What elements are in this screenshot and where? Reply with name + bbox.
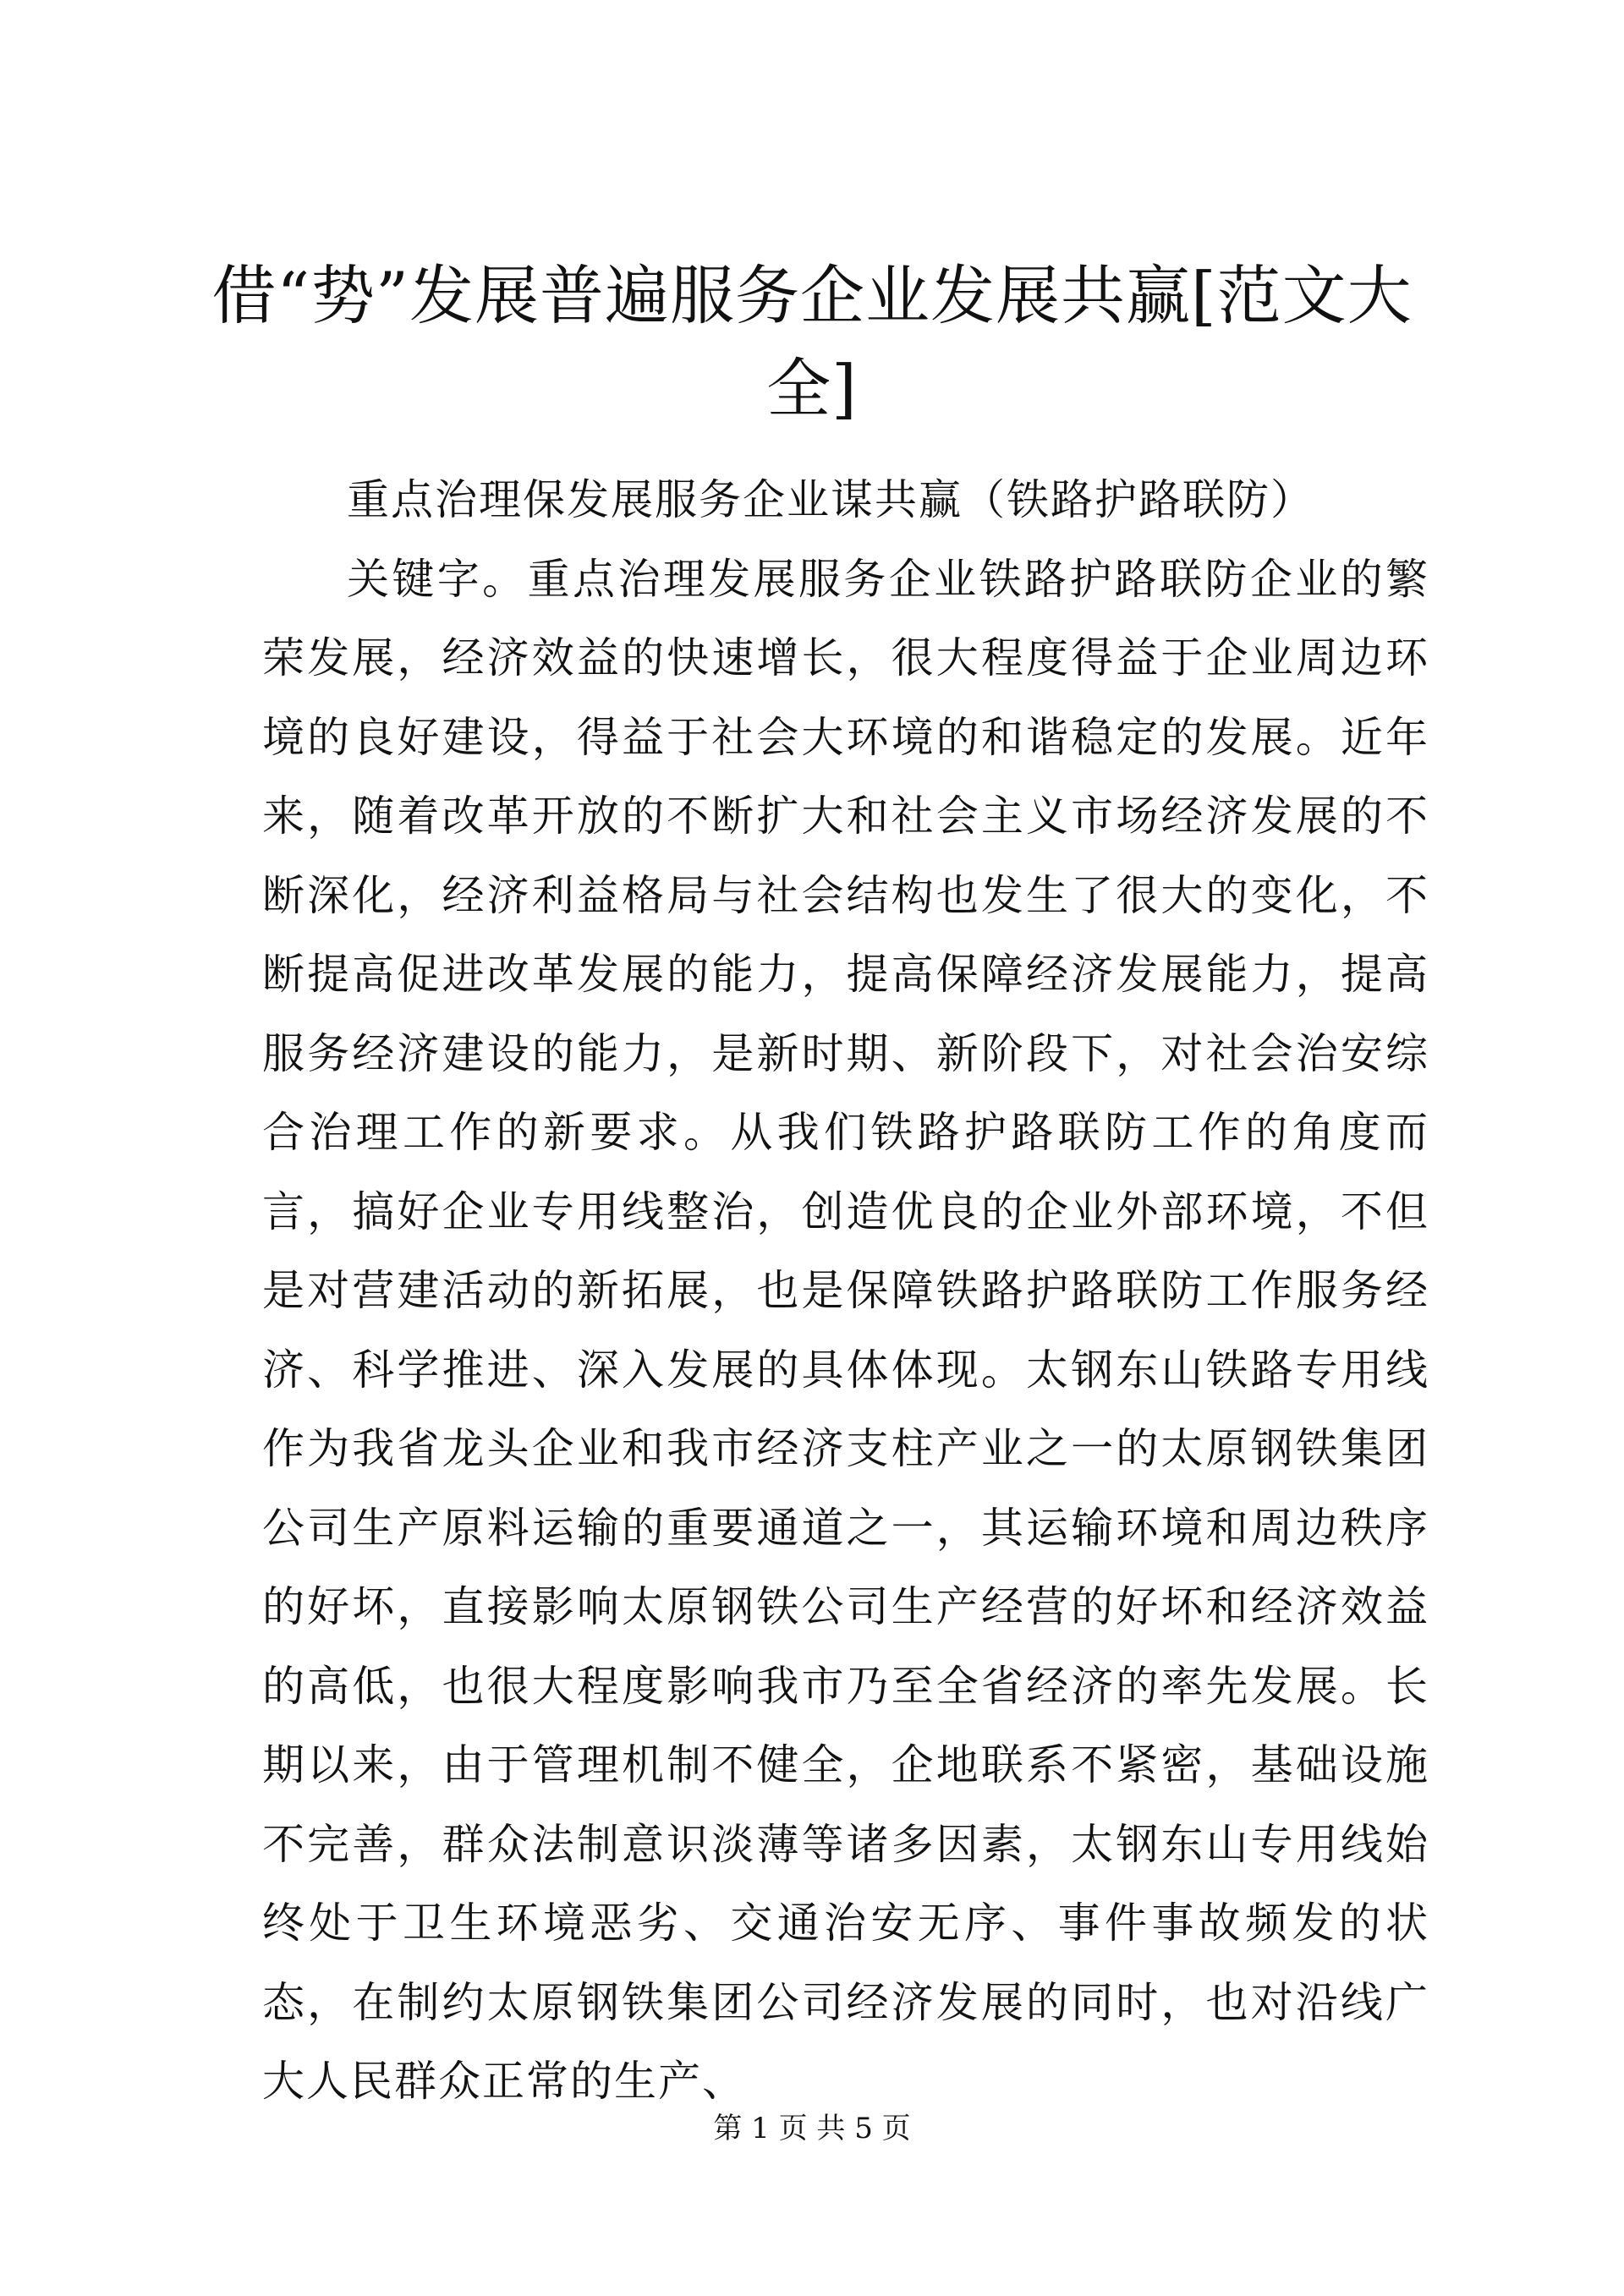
document-title: 借“势”发展普遍服务企业发展共赢[范文大全] [211,258,1413,426]
document-body [262,461,1429,2122]
body-paragraph: 关键字。重点治理发展服务企业铁路护路联防企业的繁荣发展，经济效益的快速增长，很大程度得益于企业周边环境的良好建设，得益于社会大环境的和谐稳定的发展。近年来，随着改革开放的不断扩大和社会主义市场经济发展的不断深化，经济利益格局与社会结构也发生了很大的变化，不断提高促进改革发展的能力，提高保障经济发展能力，提高服务经济建设的能力，是新时期、新阶段下，对社会治安综合治理工作的新要求。从我们铁路护路联防工作的角度而言，搞好企业专用线整治，创造优良的企业外部环境，不但是对营建活动的新拓展，也是保障铁路护路联防工作服务经济、科学推进、深入发展的具体体现。太钢东山铁路专用线作为我省龙头企业和我市经济支柱产业之一的太原钢铁集团公司生产原料运输的重要通道之一，其运输环境和周边秩序的好坏，直接影响太原钢铁公司生产经营的好坏和经济效益的高低，也很大程度影响我市乃至全省经济的率先发展。长期以来，由于管理机制不健全，企地联系不紧密，基础设施不完善，群众法制意识淡薄等诸多因素，太钢东山专用线始终处于卫生环境恶劣、交通治安无序、事件事故频发的状态，在制约太原钢铁集团公司经济发展的同时，也对沿线广大人民群众正常的生产、 [262,554,1429,2106]
page-footer: 第 1 页 共 5 页 [713,2112,911,2145]
subtitle-paragraph: 重点治理保发展服务企业谋共赢（铁路护路联防） [347,475,1314,524]
